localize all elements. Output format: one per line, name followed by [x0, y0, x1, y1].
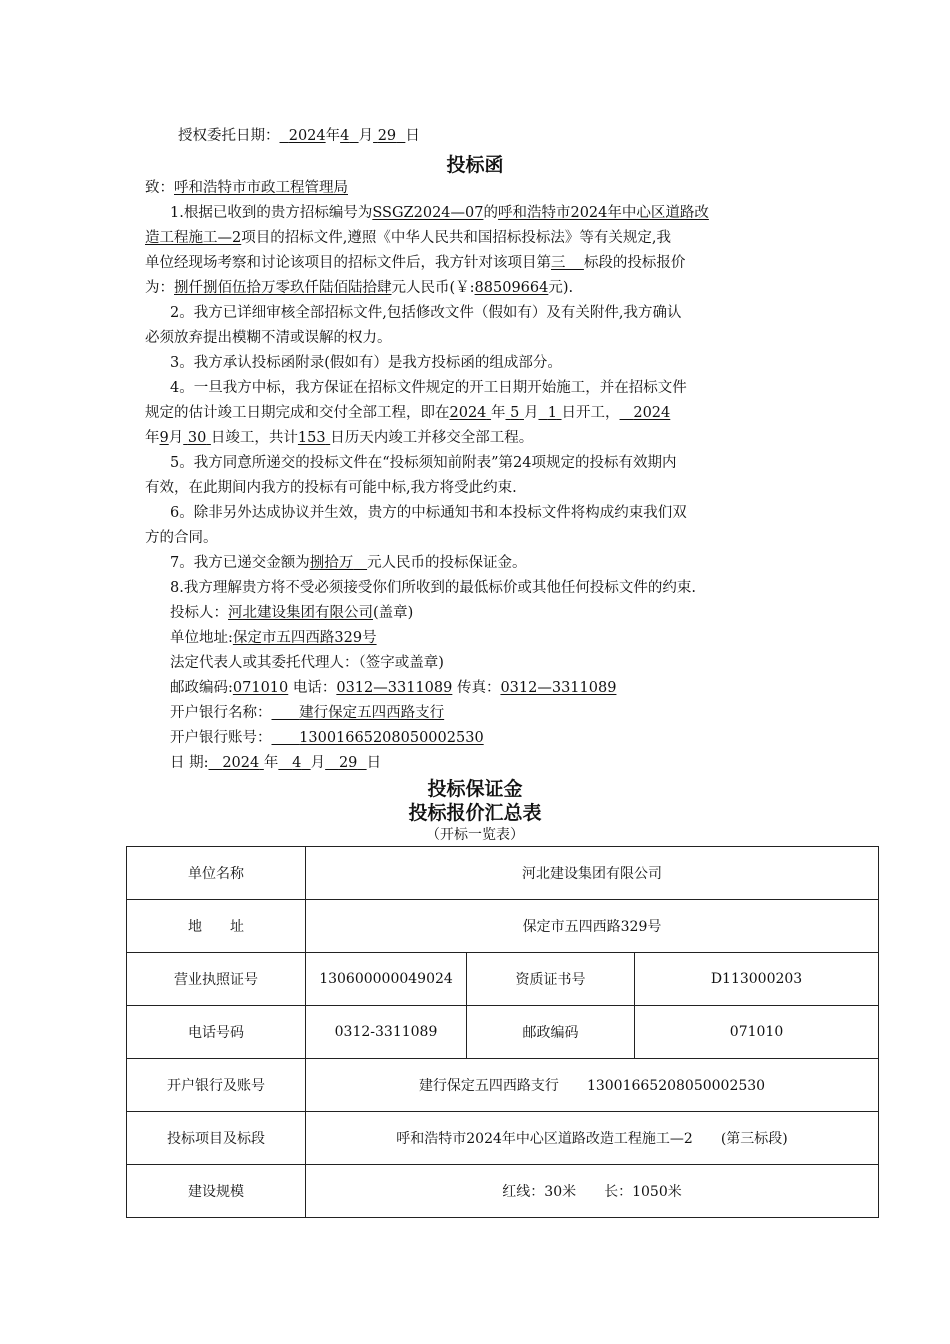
company-name-label: 单位名称 [127, 847, 306, 900]
deposit-amount: 捌拾万 [309, 555, 354, 571]
certificate-value: D113000203 [635, 953, 879, 1006]
paragraph-1-line-4: 为：捌仟捌佰伍拾万零玖仟陆佰陆拾肆元人民币(￥:88509664元). [145, 280, 574, 296]
bank-name: 开户银行名称： 建行保定五四西路支行 [170, 705, 445, 721]
address-label: 地 址 [127, 900, 306, 953]
table-row [127, 847, 879, 900]
paragraph-2-line-2: 必须放弃提出模糊不清或误解的权力。 [145, 330, 392, 346]
bidder-name: 河北建设集团有限公司 [228, 605, 373, 621]
summary-title: 投标报价汇总表 [408, 802, 542, 824]
paragraph-4-line-3: 年9月 30 日竣工，共计153 日历天内竣工并移交全部工程。 [145, 430, 534, 446]
scale-label: 建设规模 [127, 1165, 306, 1218]
deposit-title: 投标保证金 [427, 778, 523, 800]
start-day: 1 [547, 405, 557, 421]
bid-amount: 88509664 [474, 280, 549, 296]
bank-account: 开户银行账号： 13001665208050002530 [170, 730, 484, 746]
paragraph-5-line-1: 5。我方同意所递交的投标文件在“投标须知前附表”第24项规定的投标有效期内 [170, 455, 677, 471]
table-row [127, 1059, 879, 1112]
paragraph-6-line-1: 6。除非另外达成协议并生效，贵方的中标通知书和本投标文件将构成约束我们双 [170, 505, 687, 521]
paragraph-5-line-2: 有效，在此期间内我方的投标有可能中标,我方将受此约束. [145, 480, 517, 496]
scale-value: 红线：30米 长：1050米 [306, 1165, 879, 1218]
paragraph-8: 8.我方理解贵方将不受必须接受你们所收到的最低标价或其他任何投标文件的约束. [170, 580, 696, 596]
tender-code: SSGZ2024—07 [372, 205, 484, 221]
table-row [127, 1112, 879, 1165]
phone-value: 0312-3311089 [306, 1006, 467, 1059]
phone-label: 电话号码 [127, 1006, 306, 1059]
paragraph-1-line-2: 造工程施工—2项目的招标文件,遵照《中华人民共和国招标投标法》等有关规定,我 [145, 230, 671, 246]
company-address: 单位地址:保定市五四西路329号 [170, 630, 377, 646]
table-row [127, 1165, 879, 1218]
license-value: 130600000049024 [306, 953, 467, 1006]
bid-section: 三 [551, 255, 566, 271]
company-name-value: 河北建设集团有限公司 [306, 847, 879, 900]
paragraph-6-line-2: 方的合同。 [145, 530, 218, 546]
signing-date: 日 期: 2024 年 4 月 29 日 [170, 755, 382, 771]
addressee: 致：呼和浩特市市政工程管理局 [145, 180, 348, 196]
end-month: 9 [159, 430, 169, 446]
certificate-label: 资质证书号 [467, 953, 635, 1006]
project-label: 投标项目及标段 [127, 1112, 306, 1165]
paragraph-4-line-1: 4。一旦我方中标，我方保证在招标文件规定的开工日期开始施工，并在招标文件 [170, 380, 687, 396]
postal-value: 071010 [635, 1006, 879, 1059]
project-value: 呼和浩特市2024年中心区道路改造工程施工—2 (第三标段) [306, 1112, 879, 1165]
license-label: 营业执照证号 [127, 953, 306, 1006]
legal-representative: 法定代表人或其委托代理人：（签字或盖章) [170, 655, 444, 671]
bid-summary-table [126, 846, 879, 1218]
paragraph-1-line-3: 单位经现场考察和讨论该项目的招标文件后，我方针对该项目第三 标段的投标报价 [145, 255, 686, 271]
bidder: 投标人：河北建设集团有限公司(盖章) [170, 605, 414, 621]
auth-day: 29 [377, 128, 397, 144]
paragraph-2-line-1: 2。我方已详细审核全部招标文件,包括修改文件（假如有）及有关附件,我方确认 [170, 305, 682, 321]
table-row [127, 900, 879, 953]
duration-days: 153 [297, 430, 326, 446]
paragraph-1-line-1: 1.根据已收到的贵方招标编号为SSGZ2024—07的呼和浩特市2024年中心区道路改 [170, 205, 709, 221]
auth-month: 4 [340, 128, 350, 144]
contact-info: 邮政编码:071010 电话：0312—3311089 传真：0312—3311089 [170, 680, 617, 696]
bid-amount-words: 捌仟捌佰伍拾万零玖仟陆佰陆拾肆 [174, 280, 392, 296]
authorization-date: 授权委托日期： 2024年4 月 29 日 [178, 128, 420, 144]
auth-year: 2024 [288, 128, 326, 144]
bank-value: 建行保定五四西路支行 13001665208050002530 [306, 1059, 879, 1112]
phone-number: 0312—3311089 [336, 680, 453, 696]
paragraph-3: 3。我方承认投标函附录(假如有）是我方投标函的组成部分。 [170, 355, 562, 371]
letter-title: 投标函 [446, 154, 504, 176]
summary-subtitle: （开标一览表） [426, 827, 524, 843]
start-year: 2024 [449, 405, 487, 421]
postal-label: 邮政编码 [467, 1006, 635, 1059]
end-year: 2024 [633, 405, 671, 421]
paragraph-4-line-2: 规定的估计竣工日期完成和交付全部工程，即在2024 年 5 月 1 日开工， 2024 [145, 405, 671, 421]
start-month: 5 [510, 405, 520, 421]
postal-code: 071010 [232, 680, 289, 696]
address-value: 保定市五四西路329号 [306, 900, 879, 953]
table-row [127, 953, 879, 1006]
bank-label: 开户银行及账号 [127, 1059, 306, 1112]
fax-number: 0312—3311089 [500, 680, 617, 696]
table-row [127, 1006, 879, 1059]
end-day: 30 [187, 430, 207, 446]
paragraph-7: 7。我方已递交金额为捌拾万 元人民币的投标保证金。 [170, 555, 527, 571]
